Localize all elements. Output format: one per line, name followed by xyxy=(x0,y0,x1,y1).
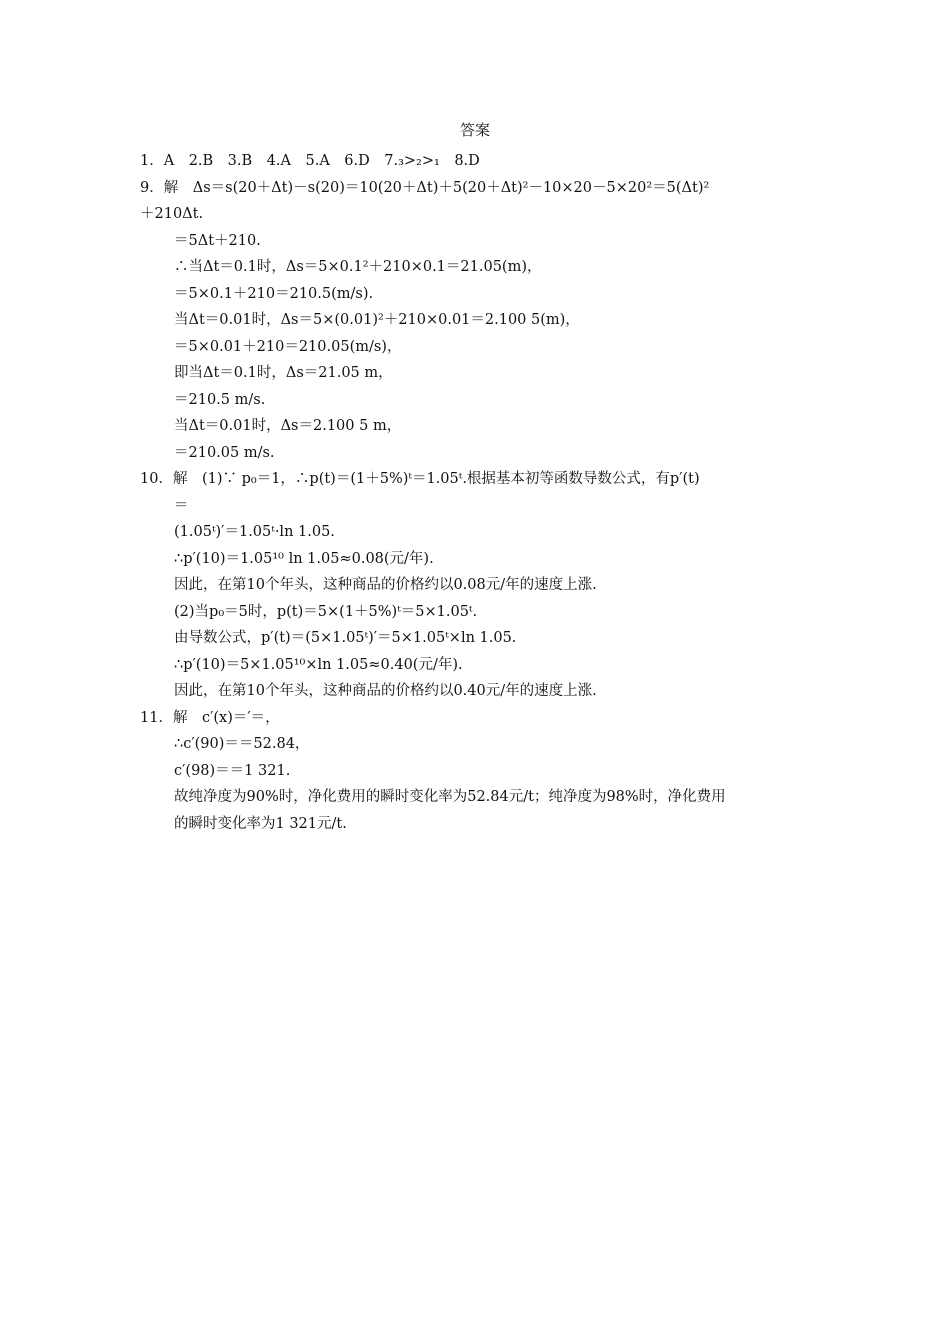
answer-line: ＝210.5 m/s. xyxy=(174,391,266,408)
answer-line: 即当Δt＝0.1时，Δs＝21.05 m， xyxy=(174,365,393,381)
answer-line: 由导数公式，p′(t)＝(5×1.05ᵗ)′＝5×1.05ᵗ×ln 1.05. xyxy=(174,630,517,646)
answer-line: (1.05ᵗ)′＝1.05ᵗ·ln 1.05. xyxy=(174,524,335,540)
answer-line: ＝5Δt＋210. xyxy=(174,232,261,249)
answer-line: 9．解 Δs＝s(20＋Δt)－s(20)＝10(20＋Δt)＋5(20＋Δt)²－10×20－5×20²＝5(Δt)² xyxy=(140,179,710,196)
answer-line: 因此，在第10个年头，这种商品的价格约以0.08元/年的速度上涨. xyxy=(174,577,597,593)
answer-line: (2)当p₀＝5时，p(t)＝5×(1＋5%)ᵗ＝5×1.05ᵗ. xyxy=(174,603,478,620)
answer-line: c′(98)＝＝1 321. xyxy=(174,762,291,779)
answer-line: 因此，在第10个年头，这种商品的价格约以0.40元/年的速度上涨. xyxy=(174,683,597,699)
answer-line: ＝5×0.01＋210＝210.05(m/s)， xyxy=(174,338,402,355)
answer-line: ＝ xyxy=(174,497,189,514)
answer-line: 10．解 (1)∵ p₀＝1，∴p(t)＝(1＋5%)ᵗ＝1.05ᵗ.根据基本初等函数导数公式，有p′(t) xyxy=(140,471,700,487)
answer-line: ＝210.05 m/s. xyxy=(174,444,275,461)
answer-line: 11．解 c′(x)＝′＝， xyxy=(140,709,280,726)
answer-line: ∴c′(90)＝＝52.84， xyxy=(174,736,310,752)
answer-line: ∴p′(10)＝1.05¹⁰ ln 1.05≈0.08(元/年). xyxy=(174,550,434,567)
answer-line: ∴当Δt＝0.1时，Δs＝5×0.1²＋210×0.1＝21.05(m)， xyxy=(174,259,542,275)
answer-line: ＋210Δt. xyxy=(140,206,204,222)
answer-line: 当Δt＝0.01时，Δs＝5×(0.01)²＋210×0.01＝2.100 5(m)， xyxy=(174,312,580,328)
answer-title: 答案 xyxy=(459,121,490,139)
answer-line: ∴p′(10)＝5×1.05¹⁰×ln 1.05≈0.40(元/年). xyxy=(174,656,463,673)
answer-line: ＝5×0.1＋210＝210.5(m/s). xyxy=(174,285,374,302)
answer-line: 1．A 2.B 3.B 4.A 5.A 6.D 7.₃>₂>₁ 8.D xyxy=(140,153,480,169)
answer-line: 的瞬时变化率为1 321元/t. xyxy=(174,815,347,832)
answer-line: 故纯净度为90%时，净化费用的瞬时变化率为52.84元/t；纯净度为98%时，净化费用 xyxy=(174,789,726,805)
answer-line: 当Δt＝0.01时，Δs＝2.100 5 m， xyxy=(174,418,402,434)
